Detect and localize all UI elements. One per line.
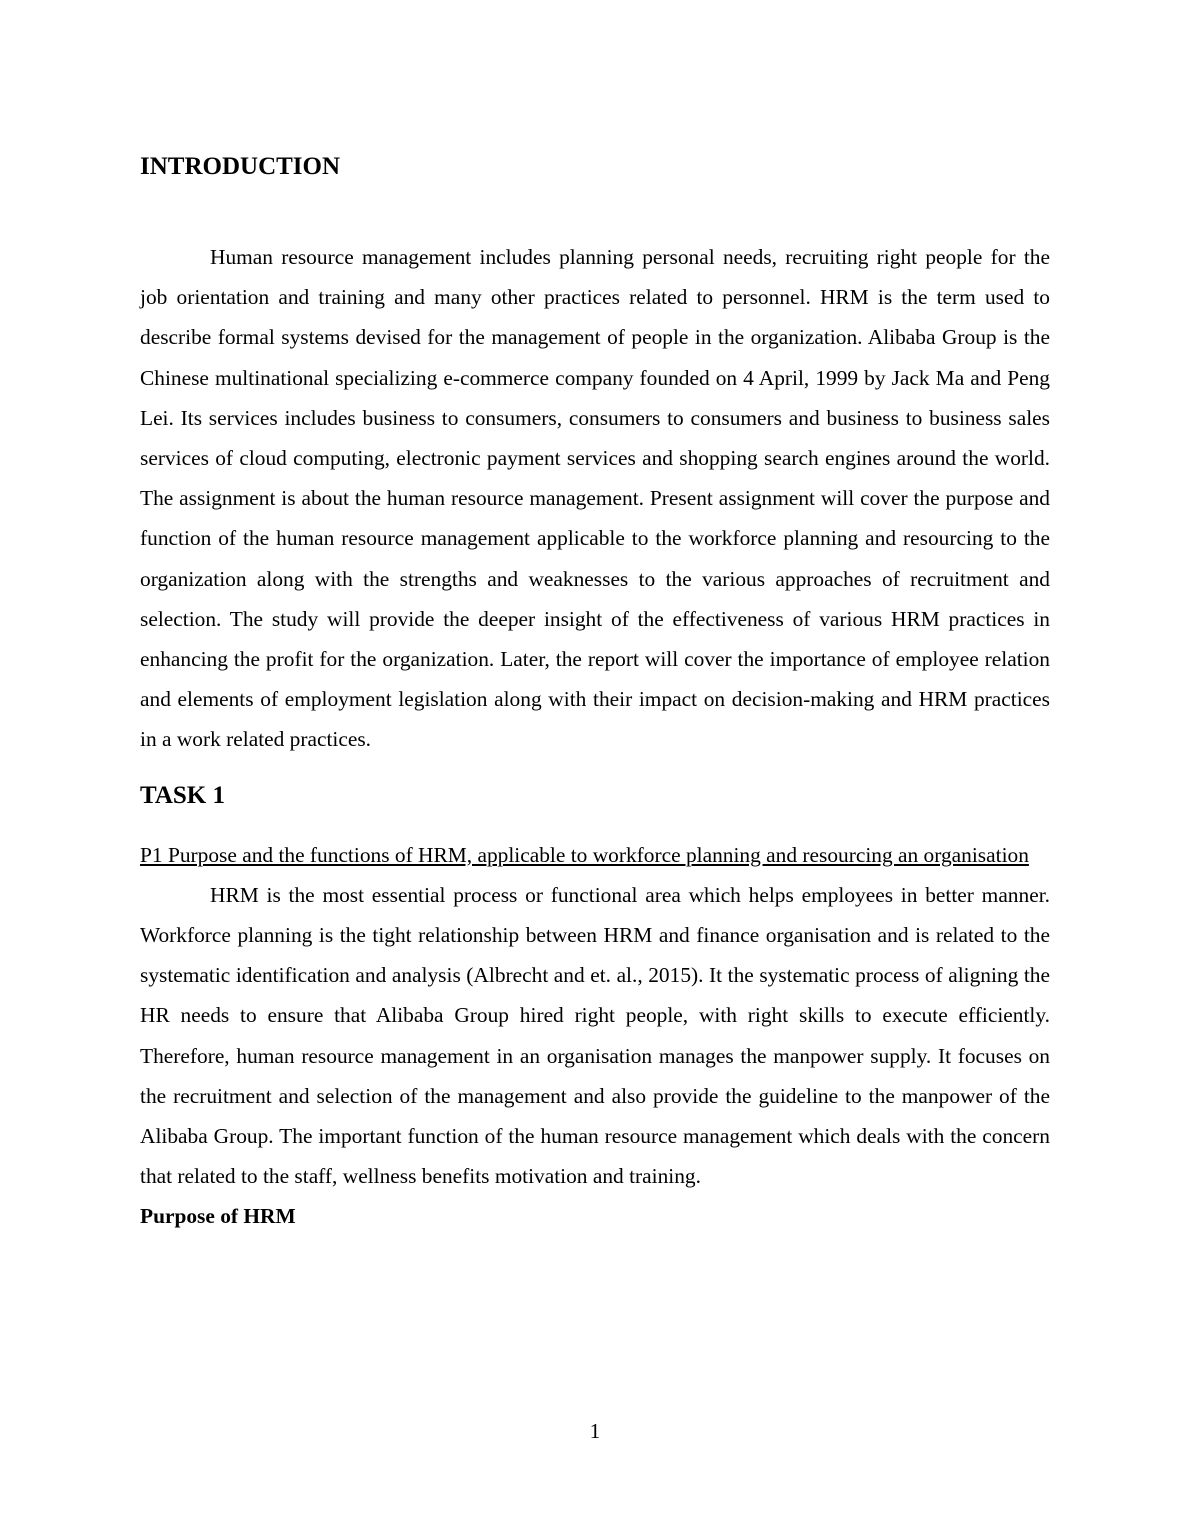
task-1-paragraph: HRM is the most essential process or functional area which helps employees in better manner. Workforce planning is the tight relationship between HRM and finance organisation and is related to the systematic identification and analysis (Albrecht and et. al., 2015). It the systematic process of aligning the HR needs to ensure that Alibaba Group hired right people, with right skills to execute efficiently. Therefore, human resource management in an organisation manages the manpower supply. It focuses on the recruitment and selection of the management and also provide the guideline to the manpower of the Alibaba Group. The important function of the human resource management which deals with the concern that related to the staff, wellness benefits motivation and training. bbox=[140, 882, 1050, 1189]
introduction-heading: INTRODUCTION bbox=[140, 153, 341, 180]
p1-subheading: P1 Purpose and the functions of HRM, applicable to workforce planning and resourcing an organisation bbox=[140, 842, 1029, 867]
page-content bbox=[140, 150, 1050, 1237]
page-number: 1 bbox=[589, 1419, 601, 1443]
introduction-paragraph: Human resource management includes planning personal needs, recruiting right people for the job orientation and training and many other practices related to personnel. HRM is the term used to describe formal systems devised for the management of people in the organization. Alibaba Group is the Chinese multinational specializing e-commerce company founded on 4 April, 1999 by Jack Ma and Peng Lei. Its services includes business to consumers, consumers to consumers and business to business sales services of cloud computing, electronic payment services and shopping search engines around the world. The assignment is about the human resource management. Present assignment will cover the purpose and function of the human resource management applicable to the workforce planning and resourcing to the organization along with the strengths and weaknesses to the various approaches of recruitment and selection. The study will provide the deeper insight of the effectiveness of various HRM practices in enhancing the profit for the organization. Later, the report will cover the importance of employee relation and elements of employment legislation along with their impact on decision-making and HRM practices in a work related practices. bbox=[140, 245, 1050, 752]
purpose-of-hrm-heading: Purpose of HRM bbox=[140, 1204, 296, 1229]
task-1-heading: TASK 1 bbox=[140, 781, 225, 809]
